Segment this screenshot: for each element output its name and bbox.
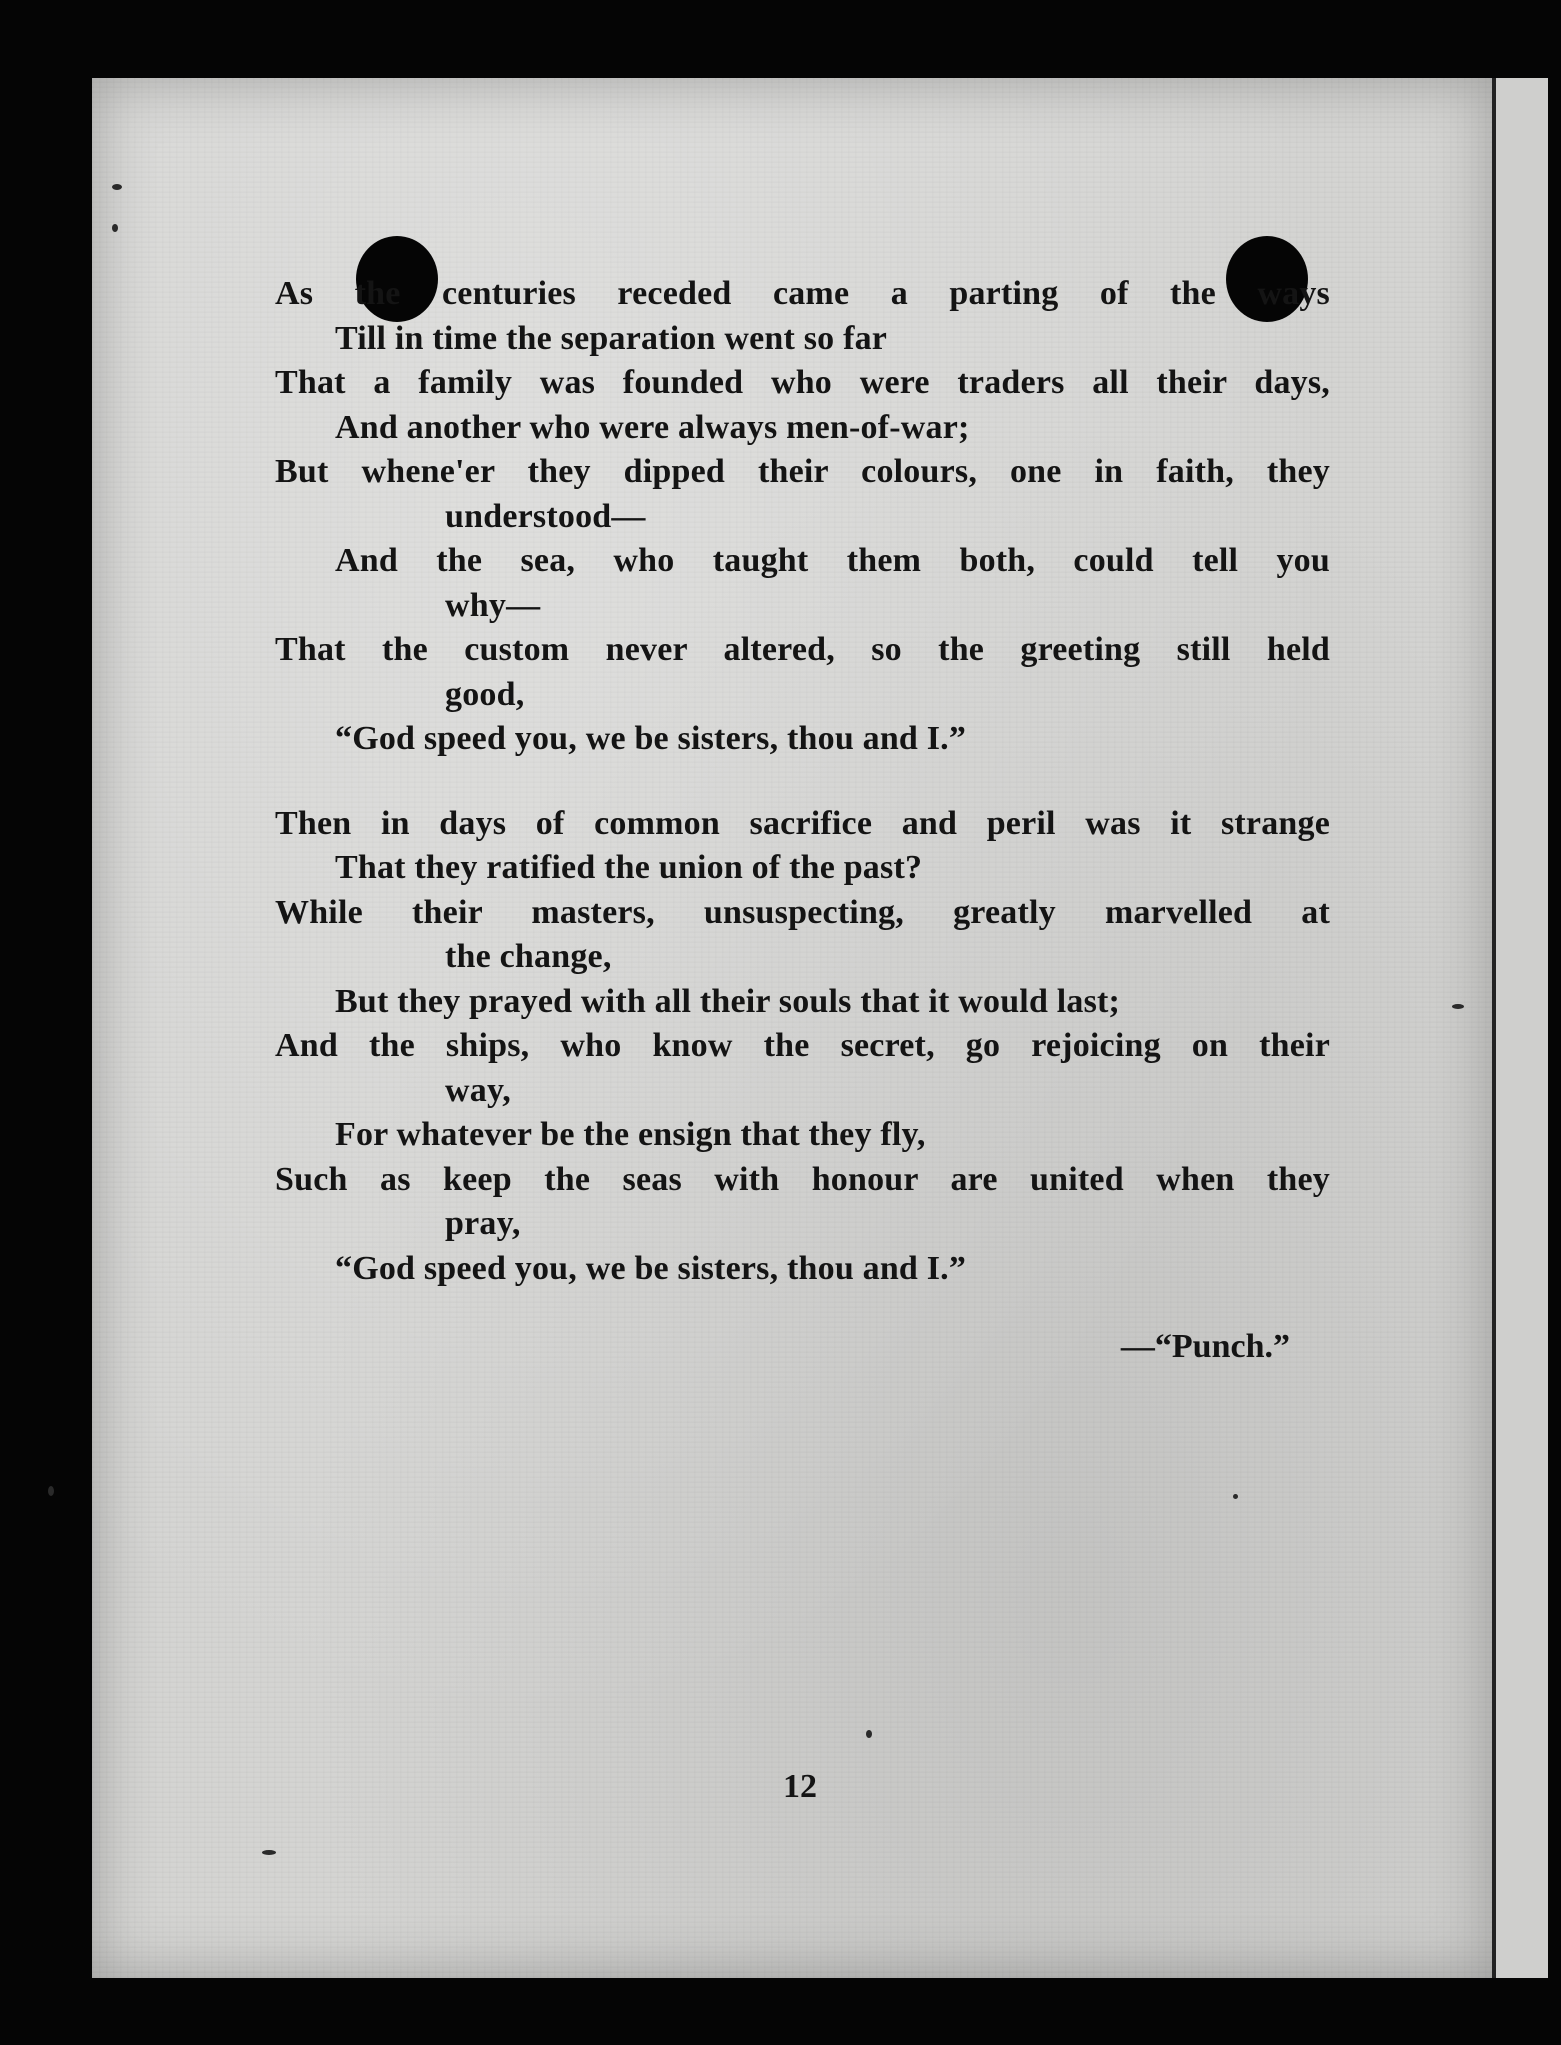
poem-line: “God speed you, we be sisters, thou and I.” — [335, 720, 967, 757]
poem-line-continuation: the change, — [445, 938, 612, 975]
poem-line: “God speed you, we be sisters, thou and I.” — [335, 1249, 967, 1287]
poem-line: But whene'er they dipped their colours, one in faith, they — [275, 453, 1330, 490]
poem-line: And the ships, who know the secret, go rejoicing on their — [275, 1027, 1330, 1064]
poem-line-continuation: way, — [445, 1071, 511, 1109]
poem-line: And another who were always men-of-war; — [335, 408, 970, 446]
scan-speck — [48, 1486, 54, 1496]
scan-speck — [1233, 1494, 1238, 1499]
page-number: 12 — [783, 1768, 817, 1805]
poem-line: Such as keep the seas with honour are united when they — [275, 1160, 1330, 1198]
scan-speck — [1452, 1004, 1464, 1009]
poem-line-continuation: pray, — [445, 1205, 521, 1242]
poem-line: For whatever be the ensign that they fly, — [335, 1116, 926, 1153]
poem-line: That the custom never altered, so the greeting still held — [275, 631, 1330, 668]
poem-line: Till in time the separation went so far — [335, 319, 888, 357]
scan-speck — [262, 1850, 276, 1855]
scan-speck — [866, 1730, 872, 1738]
poem — [275, 272, 1335, 1291]
poem-line: As the centuries receded came a parting of the ways — [275, 275, 1330, 312]
scan-speck — [112, 184, 122, 190]
poem-line: Then in days of common sacrifice and peril was it strange — [275, 804, 1330, 842]
poem-line-continuation: why— — [445, 586, 541, 624]
poem-line: That they ratified the union of the past? — [335, 849, 923, 886]
poem-line-continuation: good, — [445, 675, 525, 713]
attribution: —“Punch.” — [1120, 1328, 1290, 1365]
poem-line: While their masters, unsuspecting, greatly marvelled at — [275, 893, 1330, 931]
poem-line-continuation: understood— — [445, 497, 646, 535]
stanza-1 — [275, 272, 1335, 762]
scan-speck — [112, 224, 118, 232]
facing-page-edge — [1492, 78, 1548, 1978]
poem-line: But they prayed with all their souls that it would last; — [335, 982, 1121, 1020]
poem-line: That a family was founded who were traders all their days, — [275, 364, 1330, 401]
stanza-2 — [275, 802, 1335, 1292]
poem-line: And the sea, who taught them both, could tell you — [335, 542, 1330, 579]
